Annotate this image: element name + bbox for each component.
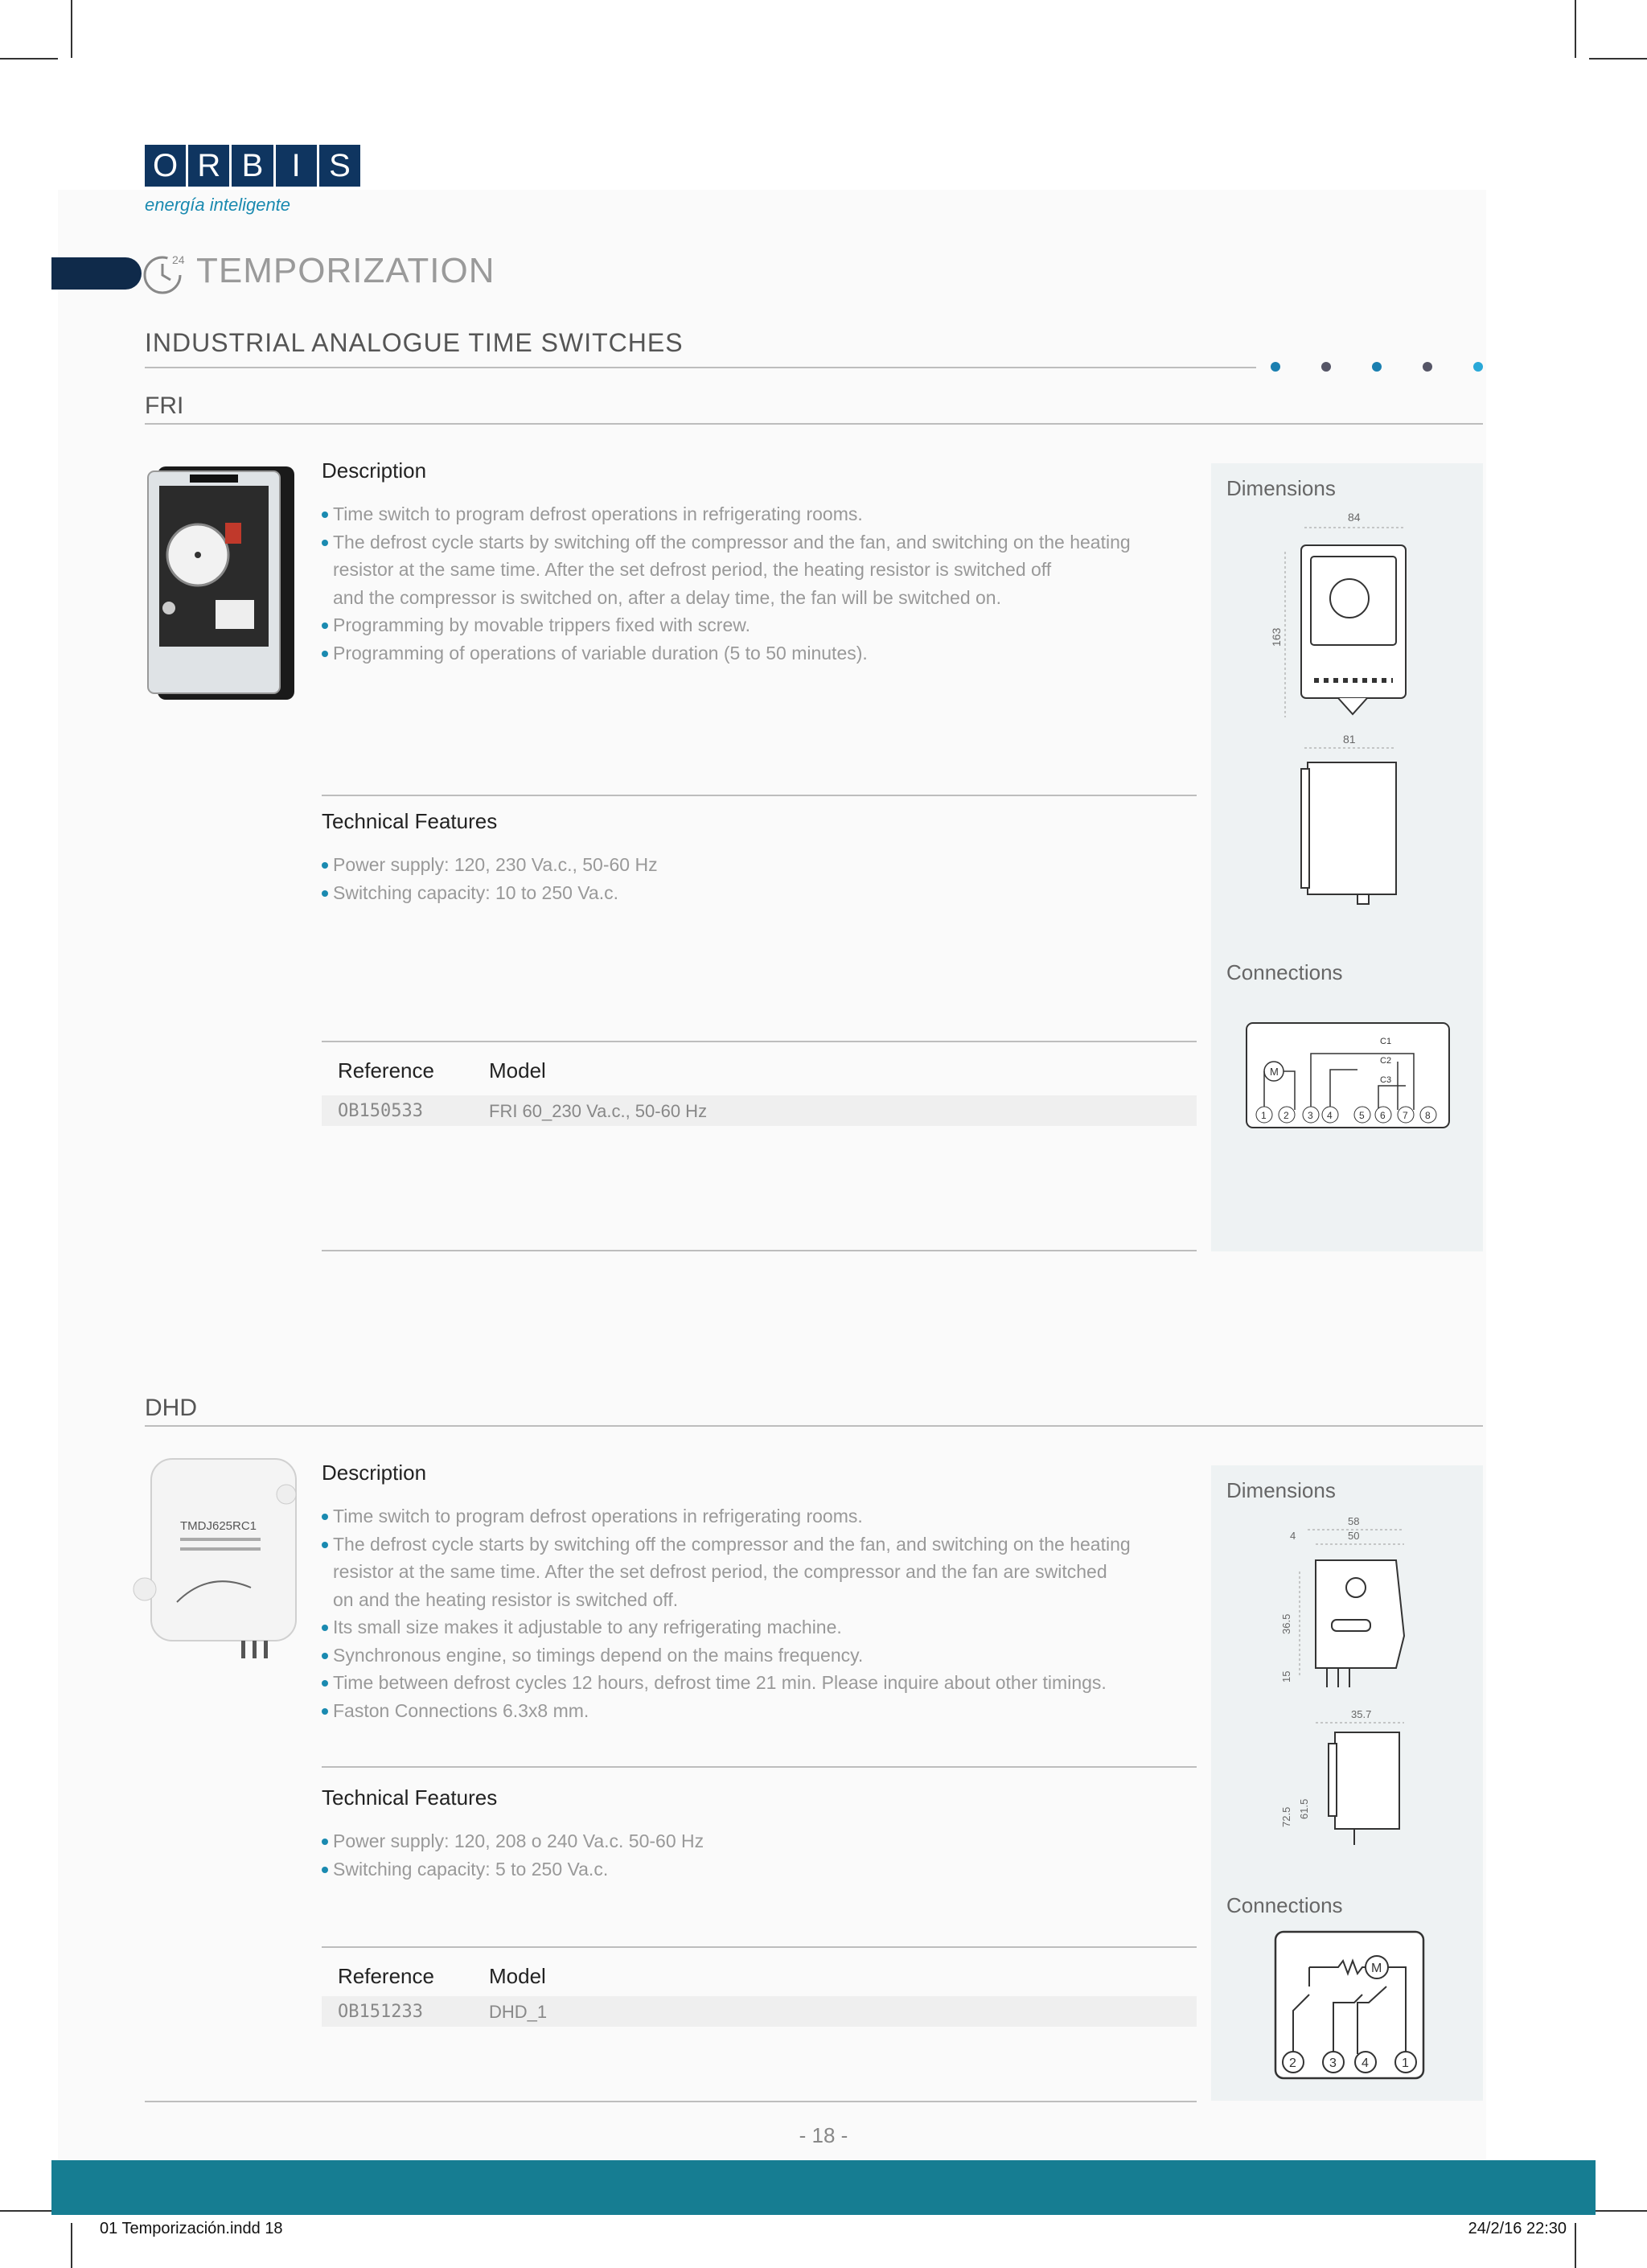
dim-height-label: 163 [1270, 627, 1283, 647]
tech-heading: Technical Features [322, 1785, 498, 1810]
date-slug: 24/2/16 22:30 [1468, 2220, 1567, 2237]
decor-dot [1372, 362, 1382, 372]
section-end-rule [322, 1250, 1197, 1251]
tech-item: Power supply: 120, 230 Va.c., 50-60 Hz [322, 851, 1190, 879]
description-item: Time switch to program defrost operations in refrigerating rooms. [322, 500, 1190, 528]
connections-label: Connections [1226, 960, 1343, 984]
crop-mark [0, 58, 58, 60]
product-name: DHD [145, 1395, 197, 1421]
dim-label: 72.5 [1280, 1806, 1292, 1827]
dim-width-label: 84 [1348, 511, 1361, 524]
reference-header: Reference [338, 1964, 434, 1988]
dim-label: 35.7 [1351, 1708, 1372, 1720]
product-rule [145, 1425, 1483, 1427]
model-header: Model [489, 1964, 546, 1988]
terminal-label: 4 [1362, 2056, 1369, 2070]
crop-mark [71, 0, 72, 58]
description-item: Programming of operations of variable duration (5 to 50 minutes). [322, 639, 1190, 668]
description-continuation: resistor at the same time. After the set defrost period, the compressor and the fan are switched [333, 1561, 1107, 1582]
description-item: The defrost cycle starts by switching off the compressor and the fan, and switching on the heating [322, 1530, 1190, 1559]
terminal-label: 1 [1402, 2056, 1409, 2070]
dhd-wiring-diagram [1274, 1930, 1425, 2080]
logo-letter: R [188, 145, 232, 187]
section-end-rule [145, 2101, 1197, 2102]
description-list [322, 1502, 1190, 1724]
dim-label: 4 [1290, 1530, 1296, 1542]
decor-dot [1423, 362, 1432, 372]
tech-list [322, 1827, 1190, 1883]
terminal-label: 8 [1425, 1110, 1431, 1121]
product-rule [145, 423, 1483, 425]
terminal-label: 6 [1380, 1110, 1386, 1121]
contact-label: C2 [1380, 1056, 1392, 1066]
page-subtitle: INDUSTRIAL ANALOGUE TIME SWITCHES [145, 328, 684, 357]
table-row [322, 1095, 1197, 1126]
dimensions-label: Dimensions [1226, 1478, 1336, 1502]
contact-label: C3 [1380, 1075, 1392, 1085]
terminal-label: 2 [1289, 2056, 1296, 2070]
description-continuation: on and the heating resistor is switched off. [333, 1588, 679, 1610]
tech-item: Switching capacity: 10 to 250 Va.c. [322, 879, 1190, 907]
section-title: TEMPORIZATION [196, 251, 495, 290]
terminal-label: 7 [1403, 1110, 1408, 1121]
section-accent-bar [51, 257, 142, 290]
dim-label: 50 [1348, 1530, 1360, 1542]
logo-letter: S [329, 147, 351, 183]
connections-label: Connections [1226, 1893, 1343, 1917]
clock-24h-icon [142, 251, 188, 296]
logo-letter: B [232, 145, 275, 187]
dim-depth-label: 81 [1343, 733, 1356, 746]
crop-mark [0, 2210, 58, 2212]
motor-label: M [1371, 1962, 1382, 1975]
reference-header: Reference [338, 1058, 434, 1083]
fri-dimension-drawing [1269, 512, 1414, 938]
terminal-label: 4 [1327, 1110, 1333, 1121]
crop-mark [71, 2223, 72, 2268]
description-item: Time between defrost cycles 12 hours, defrost time 21 min. Please inquire about other timings. [322, 1669, 1190, 1697]
description-heading: Description [322, 1461, 427, 1485]
table-rule [322, 1946, 1197, 1948]
dimensions-label: Dimensions [1226, 476, 1336, 500]
product-name: FRI [145, 392, 184, 419]
dhd-model-label: TMDJ625RC1 [180, 1519, 257, 1533]
svg-text:24: 24 [172, 253, 185, 266]
description-item: Synchronous engine, so timings depend on the mains frequency. [322, 1641, 1190, 1670]
crop-mark [1589, 2210, 1647, 2212]
fri-wiring-diagram [1245, 1021, 1451, 1129]
model-cell: FRI 60_230 Va.c., 50-60 Hz [489, 1101, 708, 1121]
logo-letter: I [276, 145, 319, 187]
decor-dot [1321, 362, 1331, 372]
tech-item: Switching capacity: 5 to 250 Va.c. [322, 1855, 1190, 1884]
crop-mark [1589, 58, 1647, 60]
motor-label: M [1270, 1066, 1279, 1078]
logo-letter: O [145, 145, 188, 187]
dim-label: 36.5 [1280, 1613, 1292, 1634]
terminal-label: 1 [1261, 1110, 1267, 1121]
terminal-label: 5 [1359, 1110, 1365, 1121]
footer-bar [51, 2160, 1596, 2215]
crop-mark [1575, 0, 1576, 58]
crop-mark [1575, 2223, 1576, 2268]
description-item: Its small size makes it adjustable to any refrigerating machine. [322, 1613, 1190, 1641]
description-item: Faston Connections 6.3x8 mm. [322, 1697, 1190, 1725]
file-slug: 01 Temporización.indd 18 [100, 2220, 283, 2237]
dim-label: 15 [1280, 1670, 1292, 1683]
reference-cell: OB150533 [338, 1101, 423, 1121]
terminal-label: 3 [1308, 1110, 1313, 1121]
tech-heading: Technical Features [322, 809, 498, 833]
table-rule [322, 1041, 1197, 1042]
model-cell: DHD_1 [489, 2002, 548, 2022]
description-item: Programming by movable trippers fixed with screw. [322, 611, 1190, 639]
reference-cell: OB151233 [338, 2002, 423, 2022]
description-item: Time switch to program defrost operations in refrigerating rooms. [322, 1502, 1190, 1530]
page-number: - 18 - [799, 2123, 848, 2147]
contact-label: C1 [1380, 1037, 1392, 1046]
tech-item: Power supply: 120, 208 o 240 Va.c. 50-60 Hz [322, 1827, 1190, 1855]
description-list [322, 500, 1190, 667]
terminal-label: 3 [1329, 2056, 1337, 2070]
terminal-label: 2 [1284, 1110, 1289, 1121]
dhd-product-photo [129, 1452, 309, 1670]
section-rule [322, 1766, 1197, 1768]
model-header: Model [489, 1058, 546, 1083]
dim-label: 61.5 [1298, 1798, 1310, 1819]
dim-label: 58 [1348, 1515, 1360, 1527]
section-rule [322, 795, 1197, 796]
dhd-dimension-drawing [1280, 1515, 1420, 1853]
description-item: The defrost cycle starts by switching off the compressor and the fan, and switching on the heating [322, 528, 1190, 557]
decor-dot [1271, 362, 1280, 372]
table-row [322, 1996, 1197, 2027]
decor-dot [1473, 362, 1483, 372]
description-continuation: resistor at the same time. After the set defrost period, the heating resistor is switched off [333, 559, 1052, 580]
fri-product-photo [142, 450, 299, 701]
description-heading: Description [322, 458, 427, 483]
subtitle-rule [145, 367, 1256, 368]
brand-tagline: energía inteligente [145, 195, 291, 215]
description-continuation: and the compressor is switched on, after a delay time, the fan will be switched on. [333, 586, 1001, 608]
orbis-logo [145, 145, 360, 187]
tech-list [322, 851, 1190, 906]
